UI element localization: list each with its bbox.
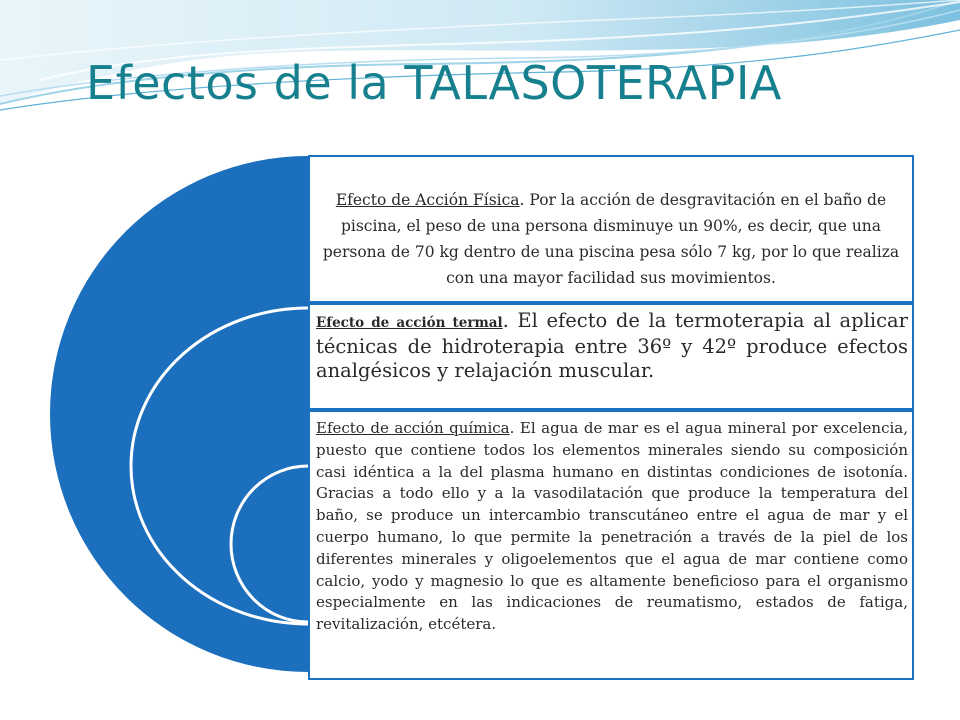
- thermal-effect-heading: Efecto de acción termal: [316, 315, 503, 331]
- chemical-effect-box: [308, 410, 914, 680]
- chemical-effect-heading: Efecto de acción química: [316, 419, 510, 437]
- thermal-effect-box: [308, 303, 914, 410]
- physical-effect-text: . Por la acción de desgravitación en el baño de piscina, el peso de una persona disminuye un 90%, es decir, que una persona de 70 kg dentro de una piscina pesa sólo 7 kg, por lo que realiza con una mayor facilidad sus movimientos.: [322, 191, 900, 287]
- physical-effect-box: [308, 155, 914, 303]
- physical-effect-heading: Efecto de Acción Física: [335, 191, 520, 209]
- thermal-effect-text: . El efecto de la termoterapia al aplicar técnicas de hidroterapia entre 36º y 42º produce efectos analgésicos y relajación muscular.: [316, 309, 908, 382]
- chemical-effect-text: . El agua de mar es el agua mineral por excelencia, puesto que contiene todos los elementos minerales siendo su composición casi idéntica a la del plasma humano en distintas condiciones de isotonía. Gracias a todo ello y a la vasodilatación que produce la temperatura del baño, se produce un intercambio transcutáneo entre el agua de mar y el cuerpo humano, lo que permite la penetración a través de la piel de los diferentes minerales y oligoelementos que el agua de mar contiene como calcio, yodo y magnesio lo que es altamente beneficioso para el organismo especialmente en las indicaciones de reumatismo, estados de fatiga, revitalización, etcétera.: [316, 419, 908, 634]
- slide-title: Efectos de la TALASOTERAPIA: [86, 56, 782, 110]
